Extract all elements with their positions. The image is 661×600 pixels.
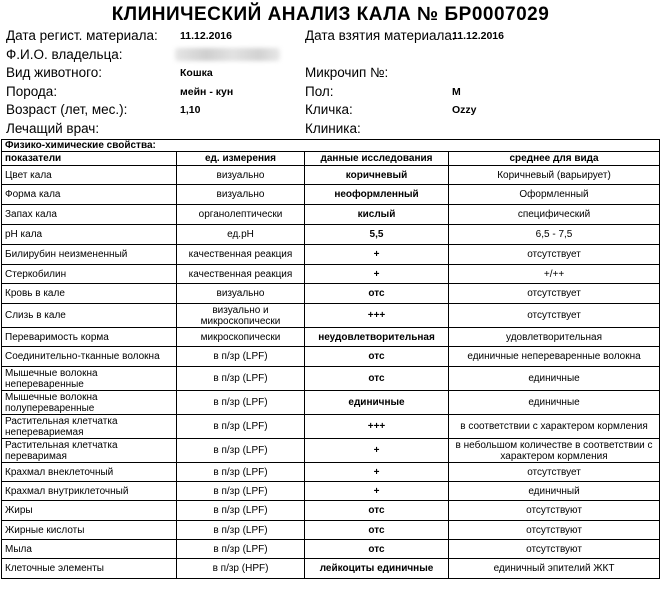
row-norm: отсутствуют bbox=[449, 540, 660, 559]
row-norm: отсутствует bbox=[449, 304, 660, 328]
row-indicator: Соединительно-тканные волокна bbox=[2, 347, 177, 367]
section-title: Физико-химические свойства: bbox=[2, 140, 660, 152]
row-norm: отсутствует bbox=[449, 245, 660, 265]
table-row bbox=[2, 225, 660, 245]
breed-label: Порода: bbox=[6, 83, 58, 99]
row-indicator: Слизь в кале bbox=[2, 304, 177, 328]
row-result: неоформленный bbox=[305, 185, 449, 205]
table-row bbox=[2, 439, 660, 463]
report-title: КЛИНИЧЕСКИЙ АНАЛИЗ КАЛА № БР0007029 bbox=[111, 4, 550, 25]
row-norm: отсутствуют bbox=[449, 501, 660, 521]
row-result: отс bbox=[305, 501, 449, 521]
row-unit: качественная реакция bbox=[177, 245, 305, 265]
table-row bbox=[2, 265, 660, 284]
row-result: отс bbox=[305, 521, 449, 540]
reg-date-value: 11.12.2016 bbox=[180, 30, 232, 42]
row-unit: визуально и микроскопически bbox=[177, 304, 305, 328]
info-row-doctor bbox=[0, 121, 661, 140]
row-result: единичные bbox=[305, 391, 449, 415]
animal-label: Вид животного: bbox=[6, 65, 103, 80]
row-unit: в п/зр (LPF) bbox=[177, 367, 305, 391]
header-norm: среднее для вида bbox=[449, 152, 660, 166]
row-result: 5,5 bbox=[305, 225, 449, 245]
owner-label: Ф.И.О. владельца: bbox=[6, 46, 123, 62]
header-unit: ед. измерения bbox=[177, 152, 305, 166]
row-indicator: Мыла bbox=[2, 540, 177, 559]
chip-label: Микрочип №: bbox=[305, 65, 389, 80]
sex-value: М bbox=[452, 85, 461, 98]
sample-date-label: Дата взятия материала: bbox=[305, 28, 456, 43]
section-row bbox=[2, 140, 660, 152]
breed-value: мейн - кун bbox=[180, 85, 234, 98]
row-result: отс bbox=[305, 284, 449, 304]
owner-name-blurred bbox=[175, 48, 280, 61]
row-result: лейкоциты единичные bbox=[305, 559, 449, 579]
row-indicator: Клеточные элементы bbox=[2, 559, 177, 579]
row-indicator: Растительная клетчатка неперевариемая bbox=[2, 415, 177, 439]
table-row bbox=[2, 463, 660, 482]
row-result: отс bbox=[305, 540, 449, 559]
table-row bbox=[2, 347, 660, 367]
table-row bbox=[2, 367, 660, 391]
row-unit: визуально bbox=[177, 284, 305, 304]
row-indicator: Мышечные волокна непереваренные bbox=[2, 367, 177, 391]
table-row bbox=[2, 245, 660, 265]
table-row bbox=[2, 185, 660, 205]
row-unit: визуально bbox=[177, 185, 305, 205]
row-indicator: Крахмал внутриклеточный bbox=[2, 482, 177, 501]
row-unit: в п/зр (LPF) bbox=[177, 521, 305, 540]
row-indicator: Переваримость корма bbox=[2, 328, 177, 347]
row-norm: единичные bbox=[449, 391, 660, 415]
row-result: +++ bbox=[305, 304, 449, 328]
row-indicator: Кровь в кале bbox=[2, 284, 177, 304]
row-indicator: Жиры bbox=[2, 501, 177, 521]
row-indicator: Растительная клетчатка переваримая bbox=[2, 439, 177, 463]
row-norm: единичный эпителий ЖКТ bbox=[449, 559, 660, 579]
table-row bbox=[2, 284, 660, 304]
row-indicator: Жирные кислоты bbox=[2, 521, 177, 540]
row-unit: в п/зр (LPF) bbox=[177, 540, 305, 559]
row-result: + bbox=[305, 463, 449, 482]
row-result: коричневый bbox=[305, 166, 449, 185]
row-result: + bbox=[305, 245, 449, 265]
header-result: данные исследования bbox=[305, 152, 449, 166]
row-norm: специфический bbox=[449, 205, 660, 225]
row-norm: отсутствуют bbox=[449, 521, 660, 540]
table-row bbox=[2, 482, 660, 501]
row-result: + bbox=[305, 482, 449, 501]
row-indicator: Цвет кала bbox=[2, 166, 177, 185]
row-unit: в п/зр (LPF) bbox=[177, 415, 305, 439]
table-row bbox=[2, 521, 660, 540]
reg-date-label: Дата регист. материала: bbox=[6, 28, 158, 43]
table-row bbox=[2, 328, 660, 347]
row-norm: единичные bbox=[449, 367, 660, 391]
results-table-body bbox=[2, 140, 660, 579]
row-unit: органолептически bbox=[177, 205, 305, 225]
row-unit: ед.pH bbox=[177, 225, 305, 245]
row-norm: 6,5 - 7,5 bbox=[449, 225, 660, 245]
row-indicator: Билирубин неизмененный bbox=[2, 245, 177, 265]
row-norm: отсутствует bbox=[449, 284, 660, 304]
info-row-age bbox=[0, 102, 661, 121]
patient-info bbox=[0, 28, 661, 139]
table-row bbox=[2, 391, 660, 415]
nickname-value: Ozzy bbox=[452, 104, 477, 116]
row-unit: в п/зр (HPF) bbox=[177, 559, 305, 579]
info-row-dates bbox=[0, 28, 661, 47]
row-unit: качественная реакция bbox=[177, 265, 305, 284]
row-norm: Коричневый (варьирует) bbox=[449, 166, 660, 185]
row-indicator: Запах кала bbox=[2, 205, 177, 225]
table-row bbox=[2, 205, 660, 225]
row-norm: в соответствии с характером кормления bbox=[449, 415, 660, 439]
results-table bbox=[1, 139, 660, 579]
row-norm: Оформленный bbox=[449, 185, 660, 205]
row-unit: в п/зр (LPF) bbox=[177, 463, 305, 482]
row-norm: отсутствует bbox=[449, 463, 660, 482]
table-row bbox=[2, 559, 660, 579]
nickname-label: Кличка: bbox=[305, 102, 353, 117]
sex-label: Пол: bbox=[305, 83, 334, 99]
clinic-label: Клиника: bbox=[305, 120, 361, 136]
table-row bbox=[2, 166, 660, 185]
row-unit: микроскопически bbox=[177, 328, 305, 347]
age-label: Возраст (лет, мес.): bbox=[6, 102, 128, 117]
row-indicator: Крахмал внеклеточный bbox=[2, 463, 177, 482]
header-row bbox=[2, 152, 660, 166]
doctor-label: Лечащий врач: bbox=[6, 120, 100, 136]
info-row-breed bbox=[0, 84, 661, 103]
age-value: 1,10 bbox=[180, 104, 201, 116]
table-row bbox=[2, 304, 660, 328]
info-row-animal bbox=[0, 65, 661, 84]
sample-date-value: 11.12.2016 bbox=[452, 30, 504, 42]
row-norm: удовлетворительная bbox=[449, 328, 660, 347]
row-result: + bbox=[305, 265, 449, 284]
row-result: + bbox=[305, 439, 449, 463]
row-unit: визуально bbox=[177, 166, 305, 185]
row-unit: в п/зр (LPF) bbox=[177, 439, 305, 463]
row-indicator: pH кала bbox=[2, 225, 177, 245]
row-unit: в п/зр (LPF) bbox=[177, 482, 305, 501]
row-result: +++ bbox=[305, 415, 449, 439]
table-row bbox=[2, 415, 660, 439]
row-norm: +/++ bbox=[449, 265, 660, 284]
row-unit: в п/зр (LPF) bbox=[177, 347, 305, 367]
row-result: отс bbox=[305, 347, 449, 367]
row-unit: в п/зр (LPF) bbox=[177, 391, 305, 415]
row-norm: единичные непереваренные волокна bbox=[449, 347, 660, 367]
table-row bbox=[2, 501, 660, 521]
row-result: кислый bbox=[305, 205, 449, 225]
row-norm: единичный bbox=[449, 482, 660, 501]
row-indicator: Мышечные волокна полупереваренные bbox=[2, 391, 177, 415]
animal-value: Кошка bbox=[180, 67, 213, 79]
row-result: неудовлетворительная bbox=[305, 328, 449, 347]
row-indicator: Форма кала bbox=[2, 185, 177, 205]
row-indicator: Стеркобилин bbox=[2, 265, 177, 284]
row-result: отс bbox=[305, 367, 449, 391]
header-indicator: показатели bbox=[2, 152, 177, 166]
info-row-owner bbox=[0, 47, 661, 66]
table-row bbox=[2, 540, 660, 559]
row-unit: в п/зр (LPF) bbox=[177, 501, 305, 521]
row-norm: в небольшом количестве в соответствии с характером кормления bbox=[449, 439, 660, 463]
